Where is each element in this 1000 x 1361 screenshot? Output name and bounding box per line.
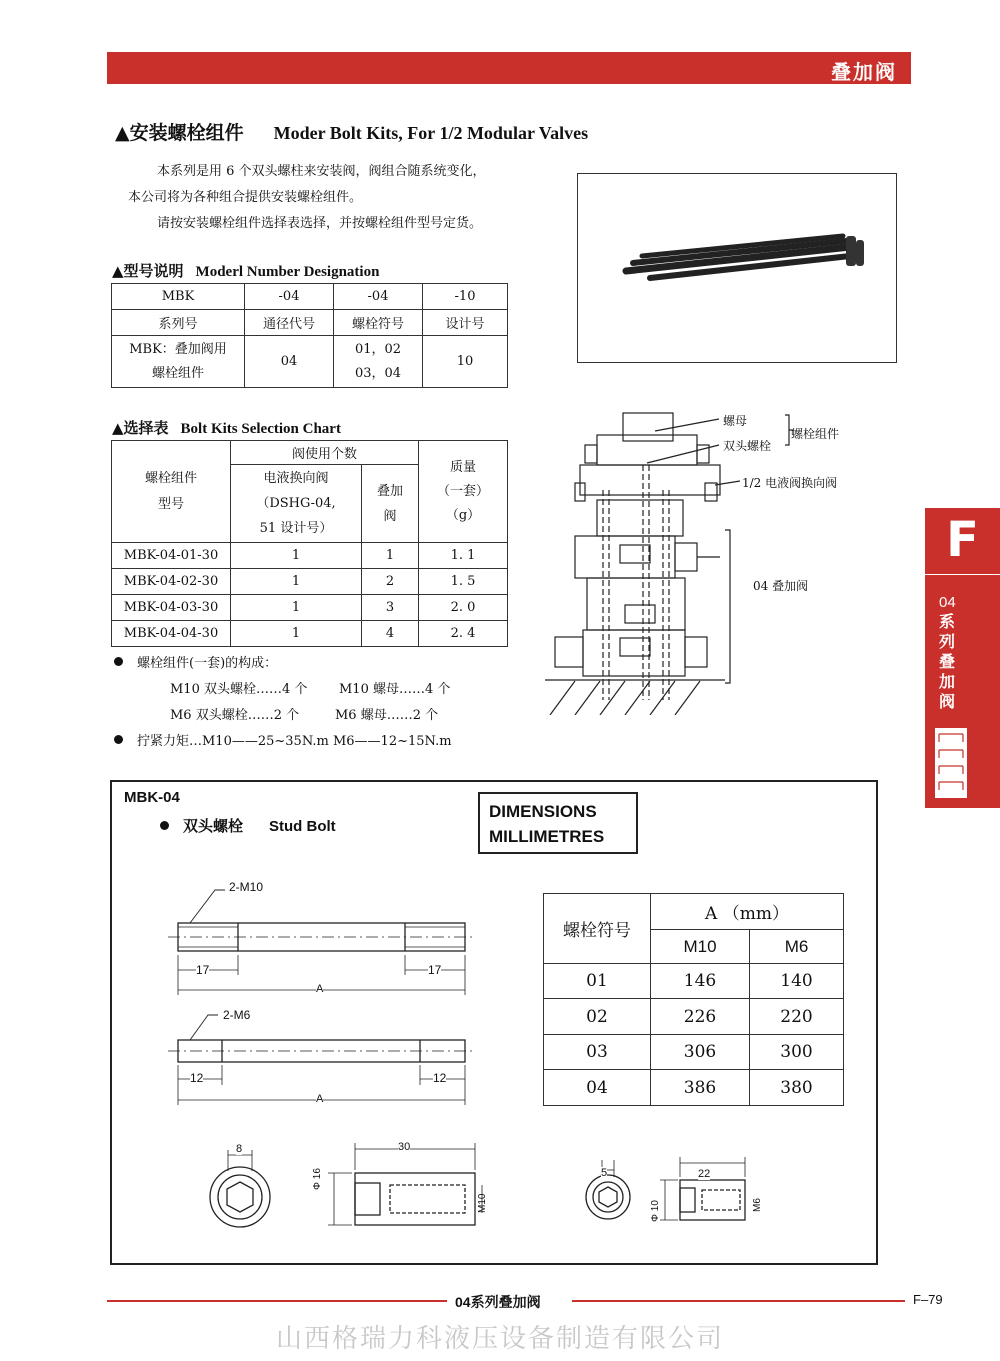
model-desc [112,336,245,388]
col-m6: M6 [750,930,844,964]
header-bar [107,52,911,84]
dim-5: 5 [601,1167,608,1179]
row-elec: 1 [231,621,362,647]
row-stack: 2 [362,569,419,595]
col-stack-line: 阀 [383,508,397,524]
col-elec-line: 电液换向阀 [263,471,329,486]
assembly-diagram [535,405,865,715]
row-mass: 1. 5 [419,569,508,595]
title-cn: ▲安装螺栓组件 [115,122,244,144]
bullet-icon [114,735,123,744]
a-row-m10: 306 [651,1035,750,1070]
dim-phi10: Φ 10 [650,1200,661,1222]
m6-label: 2-M6 [223,1008,251,1022]
dim-8: 8 [236,1143,243,1155]
col-count: 阀使用个数 [231,441,419,465]
footer-line-right [572,1300,905,1302]
sidebar-text: 系列叠加阀 [939,612,956,711]
dim-m10: M10 [477,1193,488,1213]
row-model: MBK-04-01-30 [112,543,231,569]
row-mass: 1. 1 [419,543,508,569]
col-stack [362,465,419,543]
model-code: -04 [334,284,423,310]
sidebar-tab-box [935,728,967,798]
model-code: MBK [112,284,245,310]
footer-line-left [107,1300,447,1302]
drawing-part-cn: 双头螺栓 [183,818,244,835]
symbol-header: 螺栓符号 [544,894,651,964]
bullet-icon [114,657,123,666]
note-composition [114,652,277,671]
model-desc-line: MBK：叠加阀用 [129,341,227,357]
row-mass: 2. 0 [419,595,508,621]
a-row-m10: 226 [651,999,750,1035]
m6-end-dim-left: 12 [190,1071,204,1085]
col-mass-line: 质量 [449,459,476,475]
a-row-sym: 04 [544,1070,651,1106]
note-line-2a: M6 双头螺栓……2 个 [170,708,300,723]
model-desc [334,336,423,388]
col-mass-line: （g） [445,507,481,523]
model-name: 系列号 [112,310,245,336]
tab-marks-icon [935,728,967,798]
header-category: 叠加阀 [831,60,897,84]
model-code: -04 [245,284,334,310]
row-model: MBK-04-03-30 [112,595,231,621]
label-stack: 04 叠加阀 [753,579,809,593]
model-name: 设计号 [423,310,508,336]
dim-30: 30 [398,1141,411,1153]
m10-end-dim-left: 17 [196,963,210,977]
dims-line-2: MILLIMETRES [489,827,605,846]
selection-heading-cn: ▲选择表 [112,419,169,437]
col-mass-line: （一套） [436,483,489,499]
sidebar-divider [925,574,1000,575]
dimensions-box [478,792,638,854]
model-desc: 10 [423,336,508,388]
a-row-m10: 386 [651,1070,750,1106]
bolt-kit-photo [577,173,897,363]
row-stack: 3 [362,595,419,621]
selection-heading [112,417,341,438]
sidebar-series: 04 [939,594,956,611]
a-header: A （mm） [651,894,844,930]
note-line-2b: M6 螺母……2 个 [335,708,439,723]
bolt-image [578,174,896,362]
col-model-line: 螺栓组件 [144,470,197,486]
nut-drawing [200,1135,760,1235]
a-row-sym: 02 [544,999,651,1035]
a-dimension-table [543,893,844,1106]
col-elec-line: （DSHG-04, [256,496,336,511]
a-row-sym: 01 [544,964,651,999]
a-row-m6: 300 [750,1035,844,1070]
row-mass: 2. 4 [419,621,508,647]
intro-line-1: 本系列是用 6 个双头螺柱来安装阀，阀组合随系统变化， [157,164,486,179]
note-torque-text: 拧紧力矩…M10——25~35N.m M6——12~15N.m [137,734,452,749]
col-elec-line: 51 设计号） [259,521,333,536]
model-heading-cn: ▲型号说明 [112,262,184,280]
page-title [115,118,588,145]
row-elec: 1 [231,543,362,569]
m6-end-dim-right: 12 [433,1071,447,1085]
title-en: Moder Bolt Kits, For 1/2 Modular Valves [273,123,589,143]
row-model: MBK-04-04-30 [112,621,231,647]
m10-label: 2-M10 [229,880,264,894]
bullet-icon [160,821,169,830]
label-nut: 螺母 [723,414,748,428]
label-kit: 螺栓组件 [791,427,840,441]
model-desc-line: 螺栓组件 [151,365,204,381]
a-row-m6: 220 [750,999,844,1035]
model-name: 通径代号 [245,310,334,336]
m10-end-dim-right: 17 [428,963,442,977]
label-valve: 1/2 电液阀换向阀 [742,476,838,490]
a-row-m10: 146 [651,964,750,999]
page-number: F–79 [913,1292,943,1307]
intro-line-2: 本公司将为各种组合提供安装螺栓组件。 [128,190,363,205]
model-heading-en: Moderl Number Designation [195,264,380,280]
drawing-model: MBK-04 [124,789,180,806]
a-row-sym: 03 [544,1035,651,1070]
selection-heading-en: Bolt Kits Selection Chart [180,421,341,437]
model-code: -10 [423,284,508,310]
row-elec: 1 [231,569,362,595]
section-sidebar [925,508,1000,808]
label-stud: 双头螺栓 [723,439,772,453]
dims-line-1: DIMENSIONS [489,802,597,821]
a-row-m6: 380 [750,1070,844,1106]
col-mass [419,441,508,543]
model-desc-line: 03，04 [354,365,402,381]
col-elec [231,465,362,543]
note-line-1b: M10 螺母……4 个 [339,682,451,697]
intro-line-3: 请按安装螺栓组件选择表选择，并按螺栓组件型号定货。 [157,216,483,231]
drawing-part [160,815,336,836]
dim-m6: M6 [752,1198,763,1212]
note-composition-text: 螺栓组件(一套)的构成： [137,656,278,671]
watermark: 山西格瑞力科液压设备制造有限公司 [275,1324,724,1354]
col-m10: M10 [651,930,750,964]
note-torque [114,730,452,749]
note-line-1a: M10 双头螺栓……4 个 [170,682,308,697]
model-desc: 04 [245,336,334,388]
model-name: 螺栓符号 [334,310,423,336]
row-stack: 1 [362,543,419,569]
dim-22: 22 [698,1168,711,1180]
dim-phi16: Φ 16 [312,1168,323,1190]
a-row-m6: 140 [750,964,844,999]
col-stack-line: 叠加 [376,483,403,499]
section-letter: F [946,512,979,568]
selection-table [111,440,508,647]
model-heading [112,260,379,281]
row-model: MBK-04-02-30 [112,569,231,595]
col-model-line: 型号 [157,496,184,512]
footer-series: 04系列叠加阀 [455,1294,541,1310]
col-model [112,441,231,543]
a-dim-m10: A [316,983,324,995]
model-table [111,283,508,388]
a-dim-m6: A [316,1093,324,1105]
row-stack: 4 [362,621,419,647]
row-elec: 1 [231,595,362,621]
model-desc-line: 01，02 [354,341,402,357]
drawing-part-en: Stud Bolt [269,818,336,835]
